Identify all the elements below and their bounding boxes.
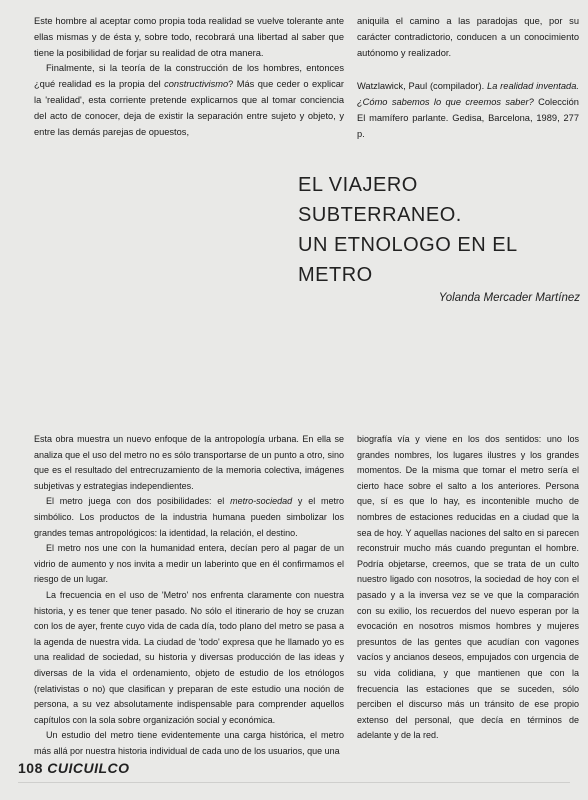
paragraph: La frecuencia en el uso de 'Metro' nos enfrenta claramente con nuestra historia, y es tener que tener pasado. No sólo el itinerario de hoy se cruzan con los de ayer, frente cuyo vida de cada día, todo plano del metro se pasa a la agenda de nuestra vida. La ciudad de 'todo' expresa que he llamado yo es una realidad de sociedad, su historia y diversas producción de las ideas y diversas de la vida el ordenamiento, objeto de estudio de los etnólogos (relativistas o no) que clasifican y preparan de este estudio una noción de persona, a su vez absolutamente indispensable para comprender aquellos capítulos con la sola sobre organización social y económica. <box>34 589 344 725</box>
paragraph: Este hombre al aceptar como propia toda realidad se vuelve tolerante ante ellas mismas y de ésta y, sobre todo, recobrará una libertad al saber que tiene la posibilidad de forjar su realidad de otra manera. <box>34 16 344 58</box>
bottom-left-column <box>34 432 344 759</box>
emphasis: metro-sociedad <box>230 496 293 507</box>
page-number: 108 <box>18 760 43 776</box>
bottom-right-column <box>357 432 579 744</box>
journal-name: CUICUILCO <box>47 760 130 776</box>
paragraph: aniquila el camino a las paradojas que, por su carácter contradictorio, conducen a un conocimiento autónomo y realizador. <box>357 16 579 58</box>
paragraph: biografía vía y viene en los dos sentidos: uno los grandes nombres, los lugares ilustres y los grandes momentos. De la misma que tomar el metro sería el cierto hace sobre el salto a los anteriores. Persona que, sí es que lo hay, es incontenible mucho de nombres de estaciones reducidas en a ciudad que la sea de hoy. Y aquellas naciones del salto en si parecen reconstruir mucho más cuando preguntan el hombre. Podría objetarse, creemos, que se trata de un culto nuestro ligado con nosotros, la sociedad de hoy con el pasado y a la inversa vez se ve que la comparación con su exilio, los recuerdos del nuevo esperan por la evocación en nosotros mismos hombres y mujeres presuntos de las gentes que acudían con vagones vacíos y ancianos deseos, empujados con urgencia de su vida colidiana, y que mantienen que con la frecuencia las estaciones que se suceden, sólo perciben el discurso más un tránsito de ese propio extenso del personal, que decía en términos de adelante y de la red. <box>357 434 579 741</box>
top-left-column <box>34 14 344 140</box>
text-run: y el metro simbólico. Los productos de la industria humana pueden simbolizar los grandes temas antropológicos: la identidad, la relación, el destino. <box>34 496 344 538</box>
emphasis: constructivismo <box>164 79 229 90</box>
title-line-1: EL VIAJERO SUBTERRANEO. <box>298 174 462 226</box>
bibliographic-reference <box>357 79 579 142</box>
text-run: Finalmente, si la teoría de la construcción de los hombres, entonces ¿qué realidad es la propia del <box>34 63 344 90</box>
text-run: ? Más que ceder o explicar la 'realidad', esta corriente pretende explicarnos que al tomar conciencia del acto de conocer, deja de existir la separación entre sujeto y objeto, y entre las demás parejas de opuestos, <box>34 79 344 137</box>
ref-title: La realidad inventada. ¿Cómo sabemos lo que creemos saber? <box>357 81 579 108</box>
text-run: El metro juega con dos posibilidades: el <box>46 496 231 507</box>
title-line-2: UN ETNOLOGO EN EL METRO <box>298 234 517 286</box>
paragraph: Un estudio del metro tiene evidentemente una carga histórica, el metro más allá por nuestra historia individual de cada uno de los usuarios, que una <box>34 730 344 756</box>
author-name: Yolanda Mercader Martínez <box>438 292 580 304</box>
footer-divider <box>18 782 570 783</box>
paragraph <box>34 494 344 541</box>
top-right-column <box>357 14 579 143</box>
paragraph <box>34 61 344 140</box>
page-footer <box>18 760 130 776</box>
paragraph: Esta obra muestra un nuevo enfoque de la antropología urbana. En ella se analiza que el uso del metro no es sólo transportarse de un punto a otro, sino que es el resultado del entrecruzamiento de la memoria colectiva, imágenes subjetivas y estrategias independientes. <box>34 434 344 491</box>
article-title <box>298 170 583 290</box>
ref-details: Colección El mamífero parlante. Gedisa, Barcelona, 1989, 277 p. <box>357 97 579 139</box>
paragraph: El metro nos une con la humanidad entera, decían pero al pagar de un vidrio de aumento y nos invita a medir un laberinto que en él confirmamos el riesgo de un lugar. <box>34 543 344 585</box>
ref-author: Watzlawick, Paul (compilador). <box>357 81 488 92</box>
